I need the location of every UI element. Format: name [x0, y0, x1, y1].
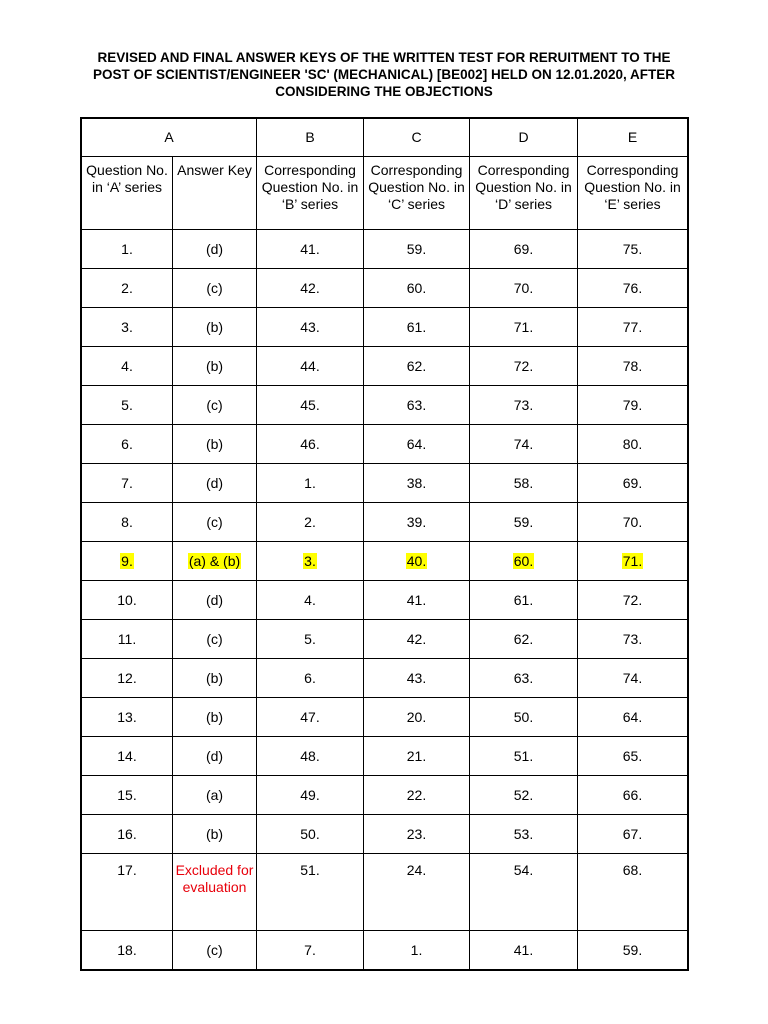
e-series-cell [578, 386, 687, 425]
answer-key-cell-text: (c) [206, 279, 223, 296]
e-series-cell-text: 72. [622, 591, 643, 608]
table-row [82, 815, 687, 854]
table-row [82, 659, 687, 698]
d-series-cell [470, 854, 578, 931]
answer-key-cell [173, 269, 257, 308]
answer-key-cell-text: (b) [205, 318, 224, 335]
e-series-cell-text: 69. [622, 474, 643, 491]
c-series-cell [364, 620, 470, 659]
answer-key-cell-text: (a) [205, 786, 224, 803]
column-header-row [82, 157, 687, 230]
c-series-cell-text: 40. [406, 552, 427, 569]
question-no-cell [82, 347, 173, 386]
series-letter-c: C [364, 119, 470, 157]
answer-key-cell-text: (d) [205, 474, 224, 491]
b-series-cell-text: 47. [300, 708, 320, 725]
b-series-cell-text: 42. [300, 279, 320, 296]
d-series-cell [470, 347, 578, 386]
b-series-cell [257, 815, 364, 854]
question-no-cell [82, 542, 173, 581]
c-series-cell-text: 23. [406, 825, 427, 842]
d-series-cell [470, 503, 578, 542]
e-series-cell [578, 542, 687, 581]
header-b-series: Corresponding Question No. in ‘B’ series [257, 157, 364, 230]
e-series-cell [578, 347, 687, 386]
b-series-cell-text: 6. [304, 669, 316, 686]
table-row [82, 386, 687, 425]
document-title [40, 49, 728, 100]
c-series-cell-text: 59. [406, 240, 427, 257]
question-no-cell [82, 815, 173, 854]
b-series-cell-text: 50. [300, 825, 320, 842]
c-series-cell [364, 542, 470, 581]
answer-key-cell-text: Excluded for evaluation [175, 862, 254, 895]
answer-key-cell-text: (b) [205, 708, 224, 725]
e-series-cell [578, 269, 687, 308]
table-row [82, 581, 687, 620]
answer-key-table [80, 117, 689, 971]
e-series-cell-text: 75. [622, 240, 643, 257]
e-series-cell-text: 70. [622, 513, 643, 530]
answer-key-cell [173, 425, 257, 464]
d-series-cell [470, 931, 578, 969]
answer-key-cell [173, 230, 257, 269]
table-row [82, 308, 687, 347]
c-series-cell [364, 386, 470, 425]
answer-key-cell [173, 347, 257, 386]
answer-key-cell [173, 386, 257, 425]
answer-key-cell [173, 854, 257, 931]
b-series-cell [257, 464, 364, 503]
question-no-cell-text: 13. [117, 708, 137, 725]
d-series-cell [470, 659, 578, 698]
b-series-cell [257, 620, 364, 659]
c-series-cell [364, 659, 470, 698]
d-series-cell-text: 62. [513, 630, 534, 647]
d-series-cell-text: 53. [513, 825, 534, 842]
c-series-cell [364, 815, 470, 854]
c-series-cell-text: 20. [406, 708, 427, 725]
question-no-cell [82, 581, 173, 620]
title-line-3: CONSIDERING THE OBJECTIONS [275, 84, 493, 99]
answer-key-cell [173, 464, 257, 503]
c-series-cell [364, 269, 470, 308]
b-series-cell [257, 230, 364, 269]
b-series-cell [257, 931, 364, 969]
e-series-cell-text: 79. [622, 396, 643, 413]
b-series-cell [257, 347, 364, 386]
d-series-cell-text: 41. [513, 941, 534, 958]
question-no-cell [82, 659, 173, 698]
c-series-cell [364, 931, 470, 969]
d-series-cell-text: 70. [513, 279, 534, 296]
c-series-cell [364, 308, 470, 347]
question-no-cell-text: 18. [117, 941, 137, 958]
d-series-cell-text: 71. [513, 318, 534, 335]
d-series-cell [470, 230, 578, 269]
table-row [82, 347, 687, 386]
d-series-cell-text: 63. [513, 669, 534, 686]
d-series-cell-text: 72. [513, 357, 534, 374]
question-no-cell-text: 15. [117, 786, 137, 803]
question-no-cell-text: 3. [121, 318, 133, 335]
d-series-cell [470, 776, 578, 815]
b-series-cell-text: 1. [304, 474, 316, 491]
question-no-cell [82, 464, 173, 503]
question-no-cell-text: 4. [121, 357, 133, 374]
answer-key-cell [173, 581, 257, 620]
e-series-cell [578, 308, 687, 347]
table-row [82, 425, 687, 464]
table-row [82, 854, 687, 931]
d-series-cell [470, 620, 578, 659]
c-series-cell-text: 41. [406, 591, 427, 608]
question-no-cell-text: 5. [121, 396, 133, 413]
c-series-cell-text: 60. [406, 279, 427, 296]
c-series-cell-text: 38. [406, 474, 427, 491]
e-series-cell [578, 464, 687, 503]
answer-key-cell [173, 698, 257, 737]
answer-key-cell-text: (b) [205, 825, 224, 842]
d-series-cell-text: 54. [513, 862, 534, 878]
question-no-cell-text: 11. [117, 630, 137, 647]
e-series-cell-text: 76. [622, 279, 643, 296]
table-row [82, 542, 687, 581]
e-series-cell [578, 737, 687, 776]
c-series-cell-text: 64. [406, 435, 427, 452]
question-no-cell-text: 9. [121, 552, 133, 569]
header-d-series: Corresponding Question No. in ‘D’ series [470, 157, 578, 230]
series-letter-row [82, 119, 687, 157]
e-series-cell-text: 59. [622, 941, 643, 958]
d-series-cell-text: 50. [513, 708, 534, 725]
d-series-cell-text: 59. [513, 513, 534, 530]
b-series-cell-text: 49. [300, 786, 320, 803]
question-no-cell [82, 269, 173, 308]
series-letter-e: E [578, 119, 687, 157]
answer-key-cell [173, 620, 257, 659]
c-series-cell-text: 63. [406, 396, 427, 413]
header-c-series: Corresponding Question No. in ‘C’ series [364, 157, 470, 230]
answer-key-cell-text: (d) [205, 747, 224, 764]
b-series-cell-text: 3. [304, 552, 316, 569]
b-series-cell-text: 5. [304, 630, 316, 647]
question-no-cell [82, 386, 173, 425]
table-row [82, 269, 687, 308]
question-no-cell-text: 2. [121, 279, 133, 296]
e-series-cell-text: 67. [622, 825, 643, 842]
answer-key-cell [173, 776, 257, 815]
question-no-cell-text: 10. [117, 591, 137, 608]
answer-key-cell [173, 815, 257, 854]
question-no-cell-text: 8. [121, 513, 133, 530]
series-letter-d: D [470, 119, 578, 157]
c-series-cell-text: 42. [406, 630, 427, 647]
answer-key-cell [173, 659, 257, 698]
c-series-cell-text: 24. [406, 862, 427, 878]
d-series-cell [470, 815, 578, 854]
question-no-cell-text: 7. [121, 474, 133, 491]
answer-key-cell [173, 503, 257, 542]
answer-key-cell-text: (c) [206, 941, 223, 958]
answer-key-cell-text: (b) [205, 435, 224, 452]
e-series-cell-text: 78. [622, 357, 643, 374]
c-series-cell-text: 21. [406, 747, 427, 764]
series-letter-b: B [257, 119, 364, 157]
d-series-cell-text: 61. [513, 591, 534, 608]
c-series-cell [364, 347, 470, 386]
header-e-series: Corresponding Question No. in ‘E’ series [578, 157, 687, 230]
answer-key-cell-text: (b) [205, 357, 224, 374]
d-series-cell [470, 698, 578, 737]
title-line-1: REVISED AND FINAL ANSWER KEYS OF THE WRITTEN TEST FOR RERUITMENT TO THE [97, 50, 671, 65]
b-series-cell [257, 386, 364, 425]
question-no-cell [82, 854, 173, 931]
question-no-cell-text: 14. [117, 747, 137, 764]
e-series-cell-text: 65. [622, 747, 643, 764]
e-series-cell [578, 659, 687, 698]
e-series-cell [578, 931, 687, 969]
answer-key-cell [173, 542, 257, 581]
question-no-cell-text: 17. [117, 862, 137, 878]
table-row [82, 503, 687, 542]
c-series-cell [364, 464, 470, 503]
series-letter-a: A [82, 119, 257, 157]
b-series-cell-text: 48. [300, 747, 320, 764]
table-row [82, 464, 687, 503]
c-series-cell-text: 39. [406, 513, 427, 530]
b-series-cell-text: 2. [304, 513, 316, 530]
e-series-cell [578, 776, 687, 815]
answer-key-cell-text: (c) [206, 630, 223, 647]
question-no-cell [82, 425, 173, 464]
answer-key-cell-text: (d) [205, 240, 224, 257]
e-series-cell-text: 66. [622, 786, 643, 803]
table-row [82, 737, 687, 776]
b-series-cell [257, 698, 364, 737]
table-row [82, 776, 687, 815]
d-series-cell-text: 52. [513, 786, 534, 803]
d-series-cell [470, 425, 578, 464]
b-series-cell [257, 854, 364, 931]
c-series-cell [364, 503, 470, 542]
b-series-cell [257, 425, 364, 464]
b-series-cell [257, 503, 364, 542]
c-series-cell [364, 698, 470, 737]
question-no-cell-text: 1. [121, 240, 133, 257]
b-series-cell [257, 308, 364, 347]
e-series-cell [578, 230, 687, 269]
e-series-cell-text: 71. [622, 552, 643, 569]
b-series-cell-text: 46. [300, 435, 320, 452]
d-series-cell [470, 581, 578, 620]
header-answer-key: Answer Key [173, 157, 257, 230]
d-series-cell-text: 60. [513, 552, 534, 569]
b-series-cell [257, 737, 364, 776]
b-series-cell-text: 51. [300, 862, 320, 878]
c-series-cell-text: 1. [410, 941, 423, 958]
b-series-cell-text: 44. [300, 357, 320, 374]
question-no-cell [82, 230, 173, 269]
b-series-cell [257, 269, 364, 308]
d-series-cell-text: 69. [513, 240, 534, 257]
header-question-no: Question No. in ‘A’ series [82, 157, 173, 230]
e-series-cell [578, 425, 687, 464]
d-series-cell [470, 737, 578, 776]
e-series-cell-text: 73. [622, 630, 643, 647]
e-series-cell-text: 74. [622, 669, 643, 686]
question-no-cell-text: 12. [117, 669, 137, 686]
answer-key-cell [173, 308, 257, 347]
table-row [82, 698, 687, 737]
b-series-cell [257, 581, 364, 620]
answer-key-cell-text: (d) [205, 591, 224, 608]
c-series-cell [364, 230, 470, 269]
answer-key-cell-text: (c) [206, 513, 223, 530]
question-no-cell [82, 737, 173, 776]
d-series-cell [470, 464, 578, 503]
d-series-cell-text: 58. [513, 474, 534, 491]
question-no-cell [82, 503, 173, 542]
b-series-cell-text: 4. [304, 591, 316, 608]
c-series-cell-text: 62. [406, 357, 427, 374]
c-series-cell [364, 776, 470, 815]
d-series-cell [470, 308, 578, 347]
b-series-cell-text: 7. [304, 941, 316, 958]
e-series-cell [578, 815, 687, 854]
b-series-cell [257, 542, 364, 581]
c-series-cell-text: 43. [406, 669, 427, 686]
question-no-cell [82, 620, 173, 659]
b-series-cell [257, 659, 364, 698]
answer-key-cell-text: (a) & (b) [188, 552, 241, 569]
c-series-cell-text: 61. [406, 318, 427, 335]
c-series-cell [364, 854, 470, 931]
answer-key-cell-text: (b) [205, 669, 224, 686]
table-row [82, 230, 687, 269]
b-series-cell [257, 776, 364, 815]
e-series-cell [578, 503, 687, 542]
question-no-cell-text: 16. [117, 825, 137, 842]
answer-key-cell [173, 931, 257, 969]
e-series-cell [578, 620, 687, 659]
c-series-cell [364, 737, 470, 776]
table-row [82, 620, 687, 659]
e-series-cell [578, 854, 687, 931]
e-series-cell-text: 68. [622, 862, 643, 878]
d-series-cell-text: 74. [513, 435, 534, 452]
e-series-cell-text: 64. [622, 708, 643, 725]
title-line-2: POST OF SCIENTIST/ENGINEER 'SC' (MECHANICAL) [BE002] HELD ON 12.01.2020, AFTER [92, 67, 676, 82]
d-series-cell [470, 386, 578, 425]
b-series-cell-text: 41. [300, 240, 320, 257]
c-series-cell-text: 22. [406, 786, 427, 803]
e-series-cell-text: 77. [622, 318, 643, 335]
table-row [82, 931, 687, 969]
b-series-cell-text: 45. [300, 396, 320, 413]
c-series-cell [364, 425, 470, 464]
question-no-cell-text: 6. [121, 435, 133, 452]
d-series-cell-text: 51. [513, 747, 534, 764]
answer-key-cell [173, 737, 257, 776]
answer-key-cell-text: (c) [206, 396, 223, 413]
question-no-cell [82, 308, 173, 347]
b-series-cell-text: 43. [300, 318, 320, 335]
d-series-cell-text: 73. [513, 396, 534, 413]
d-series-cell [470, 542, 578, 581]
e-series-cell-text: 80. [622, 435, 643, 452]
e-series-cell [578, 698, 687, 737]
c-series-cell [364, 581, 470, 620]
question-no-cell [82, 776, 173, 815]
question-no-cell [82, 698, 173, 737]
e-series-cell [578, 581, 687, 620]
question-no-cell [82, 931, 173, 969]
d-series-cell [470, 269, 578, 308]
